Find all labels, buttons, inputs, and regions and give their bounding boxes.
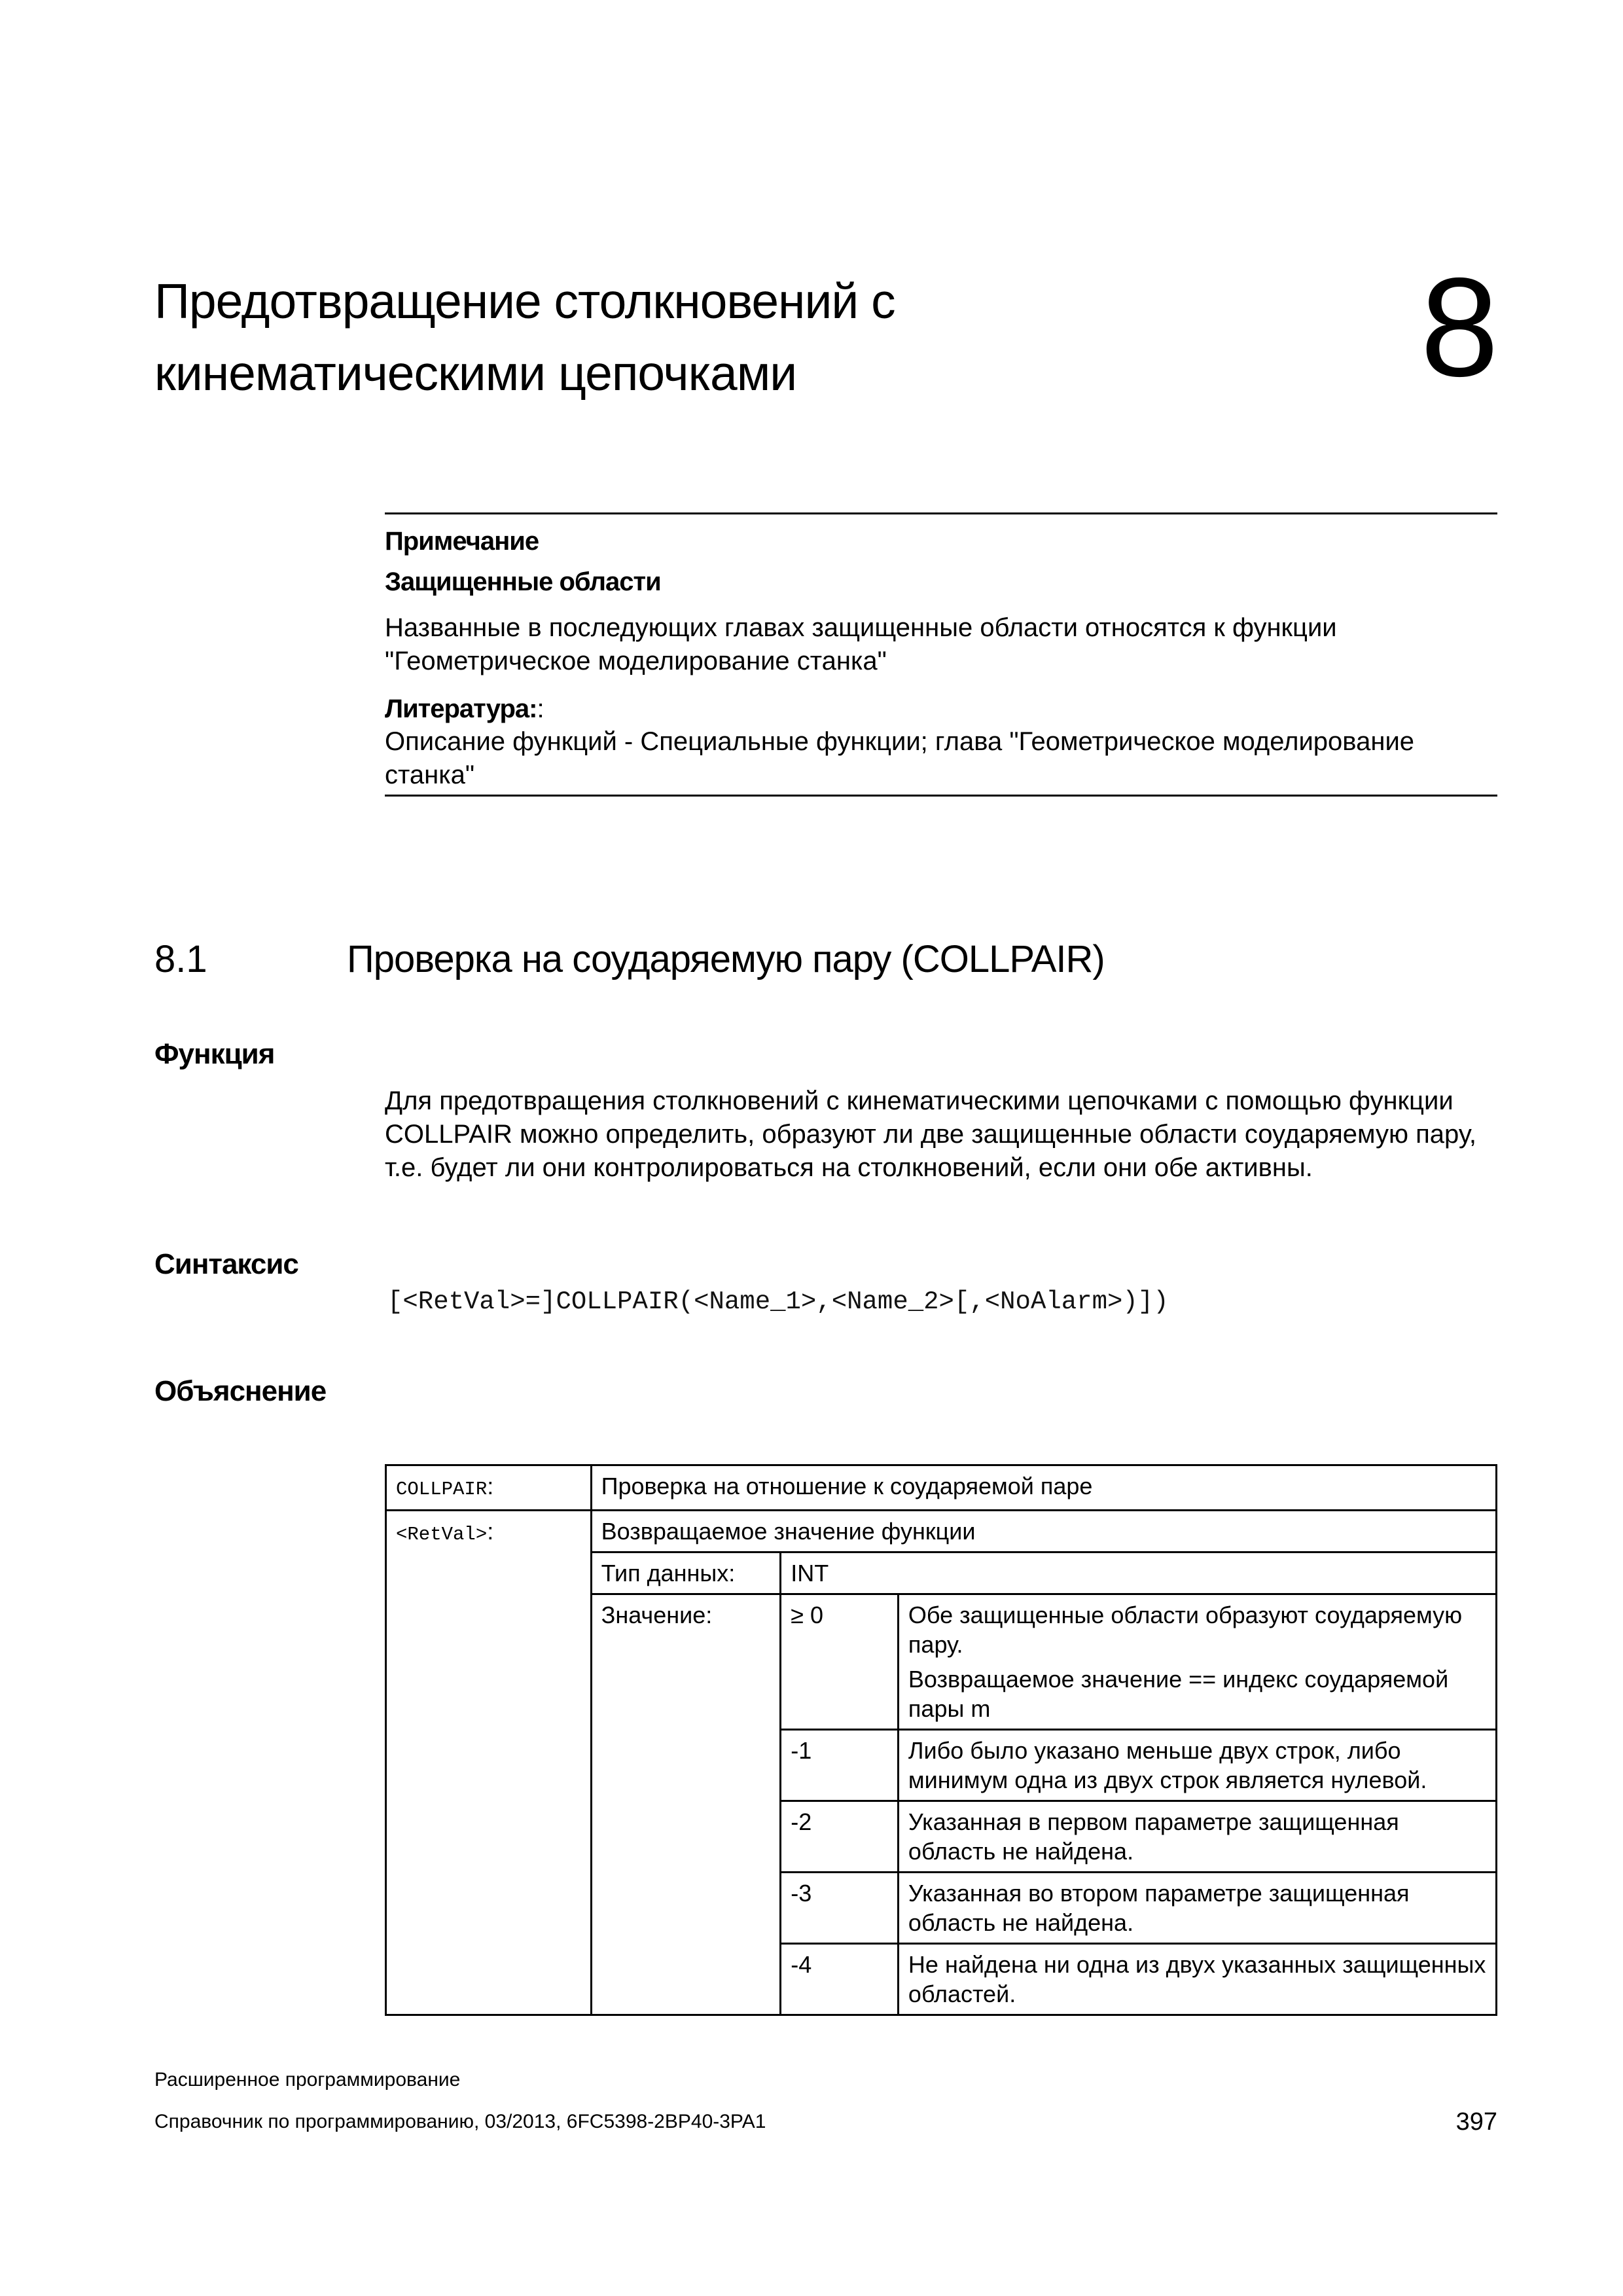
- value-code: -4: [781, 1944, 899, 2015]
- collpair-description: Проверка на отношение к соударяемой паре: [591, 1465, 1496, 1511]
- note-bottom-rule: [385, 795, 1497, 797]
- table-row-retval: [386, 1511, 1497, 1552]
- chapter-title-line-2: кинематическими цепочками: [154, 346, 797, 401]
- param-retval: [386, 1511, 592, 2015]
- param-collpair-name: COLLPAIR: [396, 1479, 488, 1500]
- param-collpair: [386, 1465, 592, 1511]
- note-title: Защищенные области: [385, 567, 661, 596]
- param-retval-name: <RetVal>: [396, 1524, 488, 1545]
- value-code: -2: [781, 1801, 899, 1873]
- value-label: Значение:: [591, 1594, 781, 2015]
- value-description: Указанная во втором параметре защищенная область не найдена.: [898, 1873, 1496, 1944]
- value-description-text: Обе защищенные области образуют соударяемую пару.: [908, 1602, 1463, 1658]
- datatype-label: Тип данных:: [591, 1552, 781, 1594]
- syntax-code: [<RetVal>=]COLLPAIR(<Name_1>,<Name_2>[,<NoAlarm>)]): [387, 1287, 1169, 1316]
- chapter-number: 8: [1420, 248, 1499, 406]
- note-reference: [385, 692, 1497, 725]
- note-label: Примечание: [385, 527, 539, 556]
- chapter-title-line-1: Предотвращение столкновений с: [154, 274, 895, 329]
- note-reference-label: Литература:: [385, 694, 537, 723]
- chapter-title: [154, 265, 1267, 409]
- footer-title: Расширенное программирование: [154, 2069, 461, 2090]
- note-top-rule: [385, 512, 1497, 514]
- note-reference-text: Описание функций - Специальные функции; глава "Геометрическое моделирование станка": [385, 727, 1415, 789]
- note-text: Названные в последующих главах защищенные области относятся к функции "Геометрическое моделирование станка": [385, 613, 1337, 675]
- note-block: [385, 524, 1497, 792]
- table-row-collpair: [386, 1465, 1497, 1511]
- param-colon: :: [487, 1473, 494, 1499]
- retval-description: Возвращаемое значение функции: [591, 1511, 1496, 1552]
- section-number: 8.1: [154, 938, 207, 980]
- explanation-heading: Объяснение: [154, 1375, 327, 1407]
- value-description: Указанная в первом параметре защищенная область не найдена.: [898, 1801, 1496, 1873]
- value-code: -1: [781, 1730, 899, 1801]
- page-number: 397: [1455, 2108, 1497, 2136]
- function-heading: Функция: [154, 1038, 275, 1070]
- note-reference-suffix: :: [537, 694, 544, 723]
- value-description-text-2: Возвращаемое значение == индекс соударяемой пары m: [908, 1666, 1449, 1722]
- value-code: -3: [781, 1873, 899, 1944]
- explanation-table: [385, 1464, 1497, 2016]
- value-description: [898, 1594, 1496, 1730]
- value-description: Либо было указано меньше двух строк, либо минимум одна из двух строк является нулевой.: [898, 1730, 1496, 1801]
- datatype-value: INT: [781, 1552, 1497, 1594]
- value-description: Не найдена ни одна из двух указанных защищенных областей.: [898, 1944, 1496, 2015]
- param-colon: :: [487, 1518, 494, 1545]
- syntax-heading: Синтаксис: [154, 1248, 298, 1280]
- section-title: Проверка на соударяемую пару (COLLPAIR): [347, 938, 1105, 980]
- function-text: Для предотвращения столкновений с кинематическими цепочками с помощью функции COLLPAIR можно определить, образуют ли две защищенные области соударяемую пару, т.е. будет ли они контролироваться на столкновений, если они обе активны.: [385, 1086, 1476, 1182]
- footer-reference: Справочник по программированию, 03/2013, 6FC5398-2BP40-3PA1: [154, 2111, 766, 2132]
- value-code: ≥ 0: [781, 1594, 899, 1730]
